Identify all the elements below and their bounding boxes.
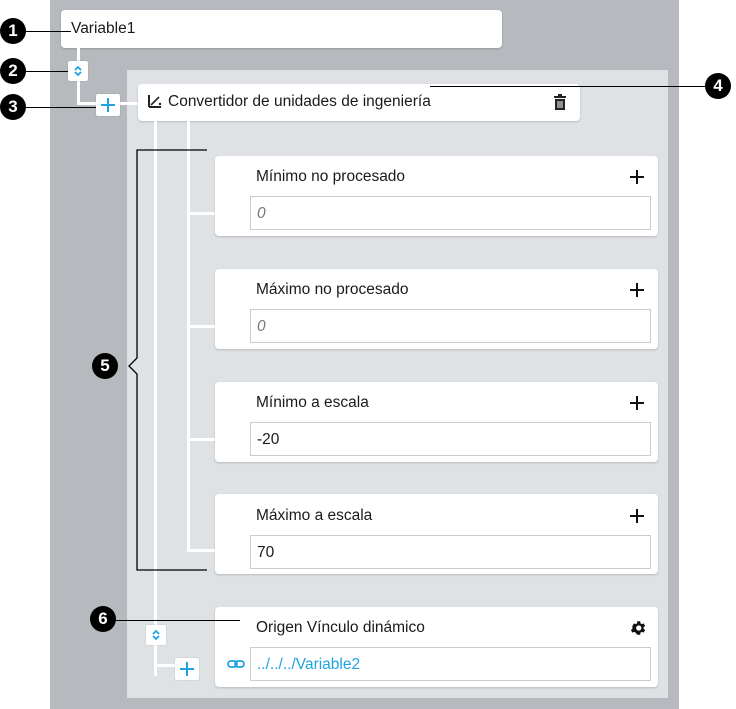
raw-min-input[interactable]: 0 <box>250 196 651 230</box>
callout-badge: 2 <box>0 58 26 84</box>
add-param-button[interactable] <box>628 507 646 525</box>
plus-icon <box>628 507 646 525</box>
plus-icon <box>628 281 646 299</box>
add-param-button[interactable] <box>628 394 646 412</box>
chevron-up-down-icon <box>68 61 88 81</box>
scaled-max-input[interactable]: 70 <box>250 535 651 569</box>
plus-icon <box>175 658 199 680</box>
param-label: Mínimo no procesado <box>256 168 406 185</box>
plus-icon <box>628 394 646 412</box>
expand-toggle-button[interactable] <box>68 61 88 81</box>
scaled-min-input[interactable]: -20 <box>250 422 651 456</box>
callout-leader <box>26 71 68 72</box>
trash-icon <box>553 94 567 110</box>
converter-title: Convertidor de unidades de ingeniería <box>168 93 431 110</box>
plus-icon <box>628 168 646 186</box>
add-conversion-button[interactable] <box>175 658 199 680</box>
callout-leader <box>26 107 96 108</box>
scale-icon <box>146 92 164 110</box>
callout-leader <box>115 620 240 621</box>
raw-max-input[interactable]: 0 <box>250 309 651 343</box>
dynamic-link-label: Origen Vínculo dinámico <box>256 619 425 636</box>
param-label: Mínimo a escala <box>256 394 369 411</box>
callout-leader <box>430 86 705 87</box>
param-label: Máximo a escala <box>256 507 373 524</box>
callout-badge: 3 <box>0 94 26 120</box>
param-label: Máximo no procesado <box>256 281 409 298</box>
gear-icon <box>629 619 647 637</box>
variable-node-label: Variable1 <box>71 20 136 37</box>
callout-badge: 6 <box>90 606 116 632</box>
plus-icon <box>96 94 120 116</box>
add-param-button[interactable] <box>628 281 646 299</box>
add-conversion-button[interactable] <box>96 94 120 116</box>
add-param-button[interactable] <box>628 168 646 186</box>
callout-badge: 1 <box>0 18 26 44</box>
expand-toggle-button[interactable] <box>146 625 166 645</box>
param-group-bracket <box>125 148 215 574</box>
callout-leader <box>26 31 71 32</box>
settings-button[interactable] <box>629 619 647 637</box>
dynamic-link-input[interactable]: ../../../Variable2 <box>250 647 651 681</box>
callout-badge: 5 <box>92 353 118 379</box>
chevron-up-down-icon <box>146 625 166 645</box>
callout-badge: 4 <box>705 73 731 99</box>
delete-converter-button[interactable] <box>553 94 567 110</box>
link-icon <box>227 655 245 673</box>
